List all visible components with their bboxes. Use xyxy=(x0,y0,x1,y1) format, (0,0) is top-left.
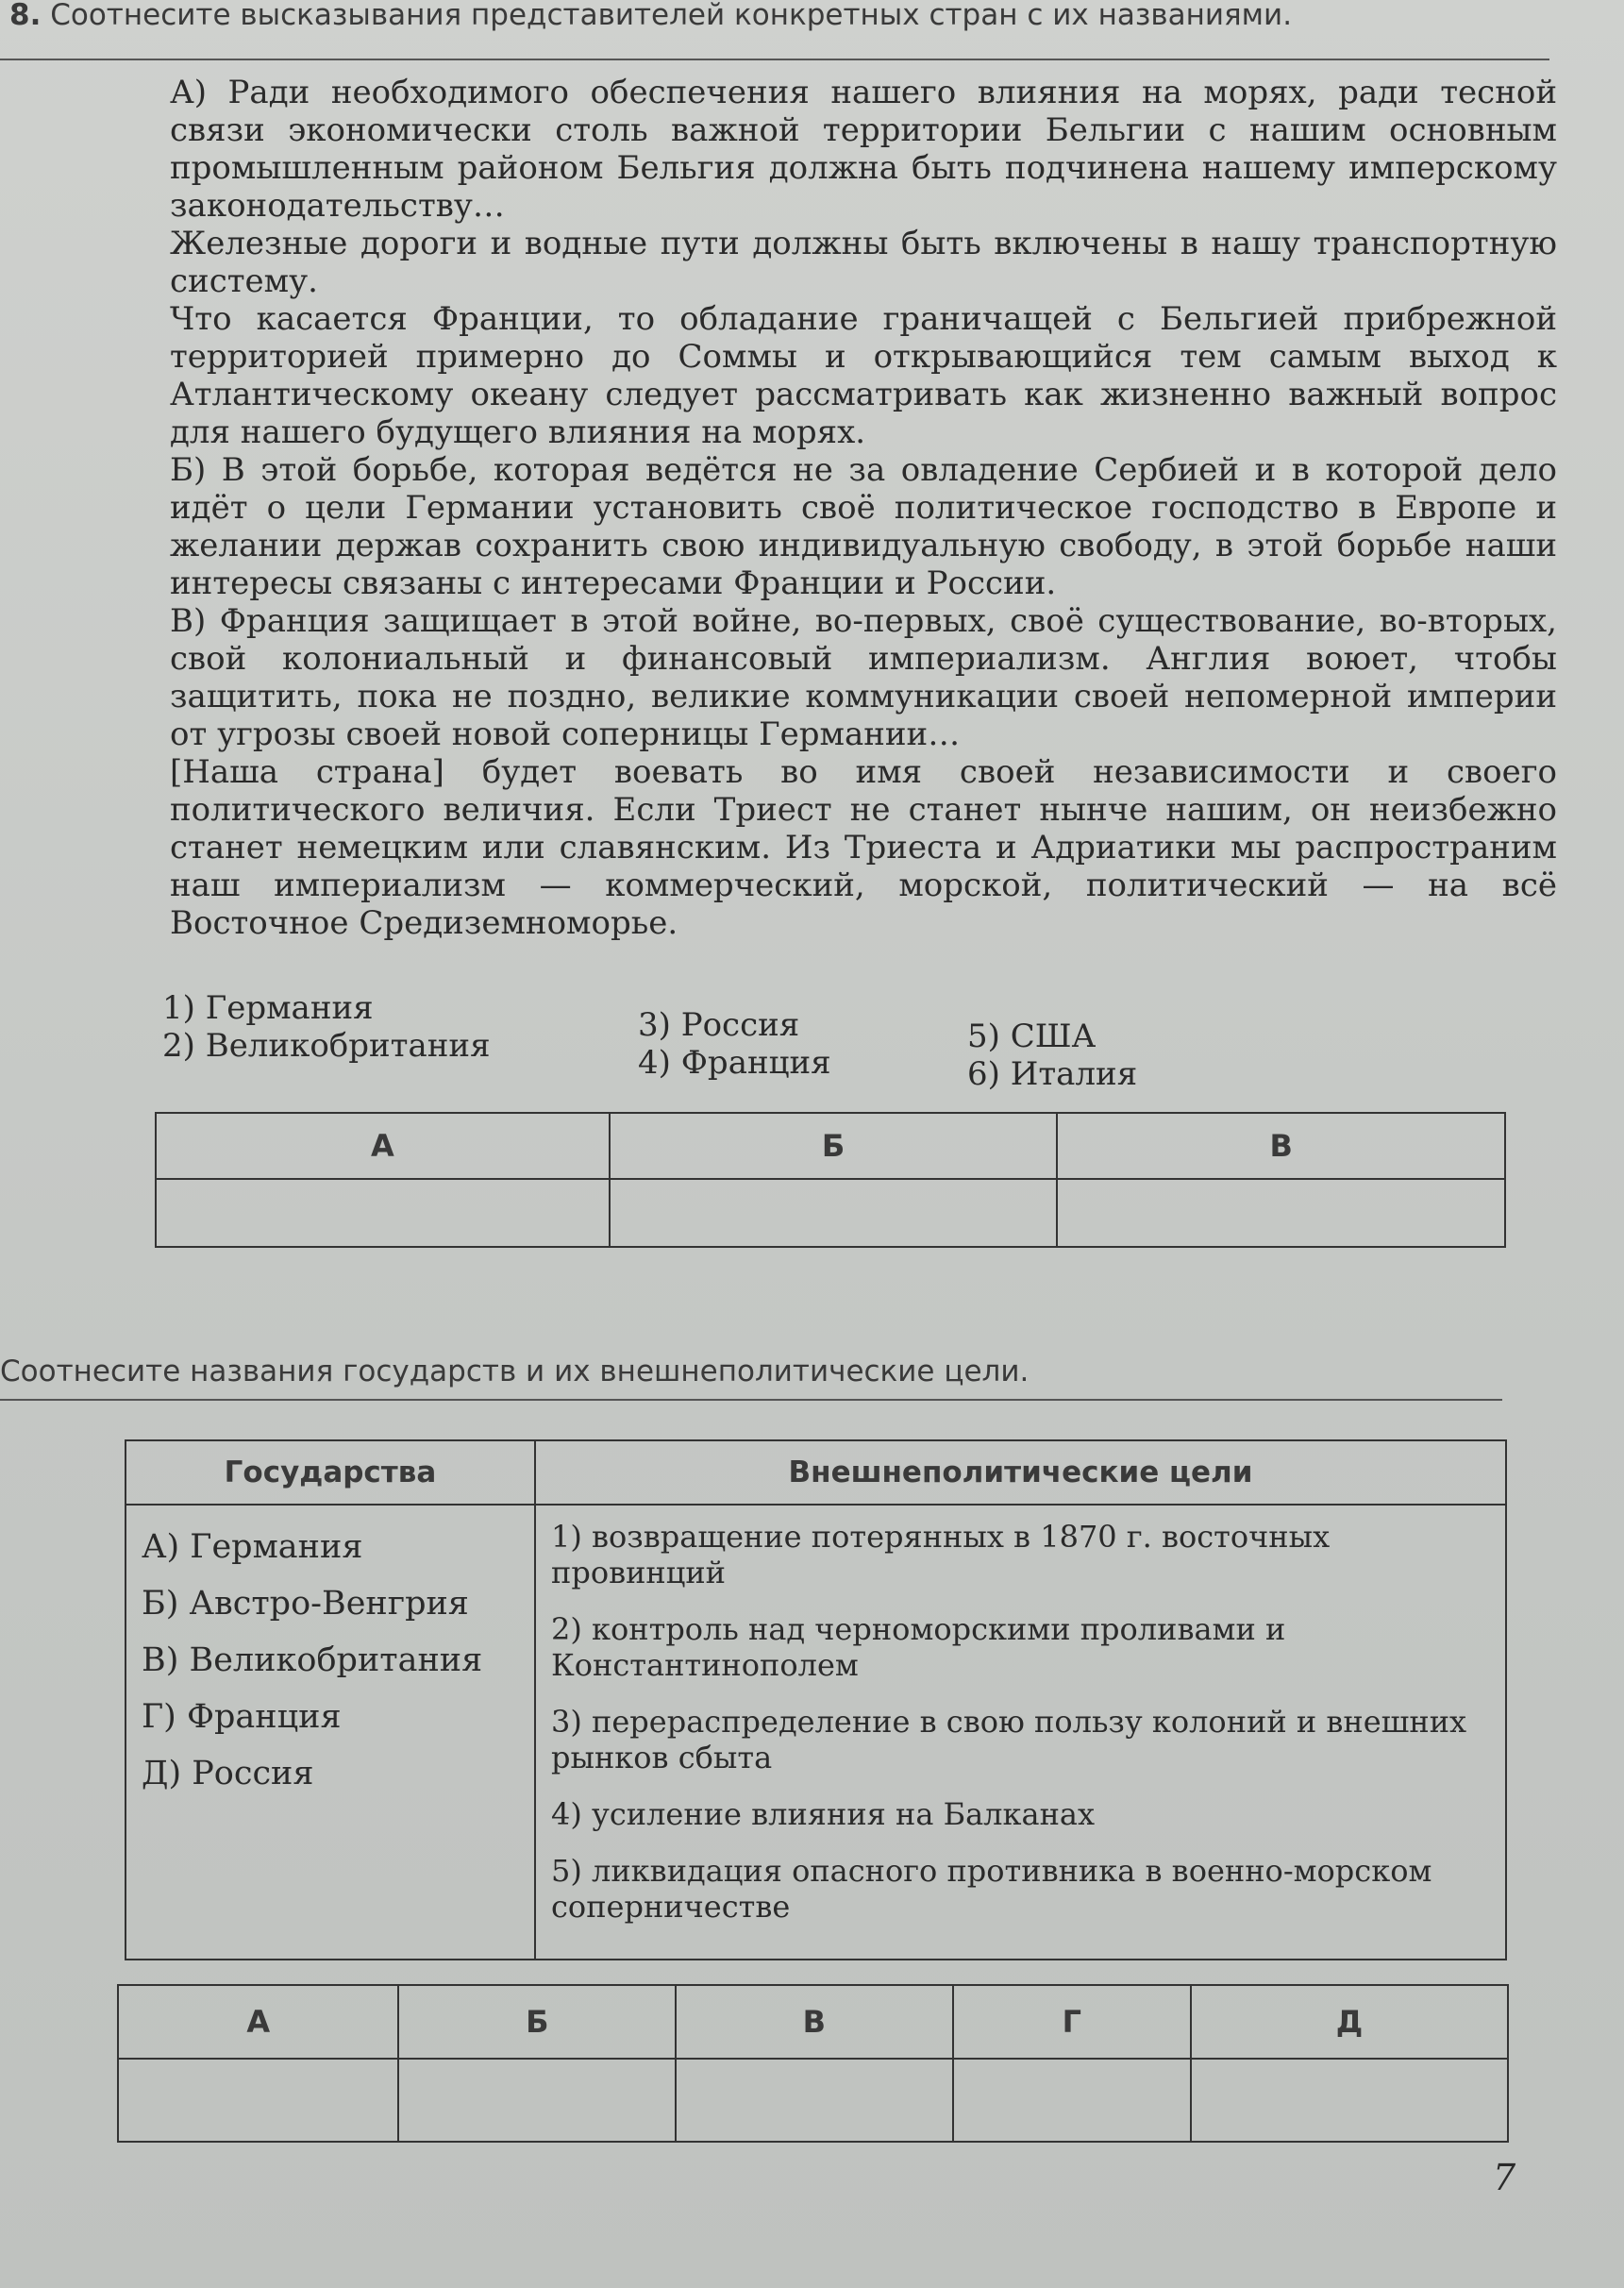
quote-c: В) Франция защищает в этой войне, во-первых, своё существование, во-вторых, свой колониальный и финансовый империализм. Англия воюет, чтобы защитить, пока не поздно, великие коммуникации своей непомерной империи от угрозы своей новой соперницы Германии… xyxy=(170,602,1557,753)
goal-4: 4) усиление влияния на Балканах xyxy=(551,1796,1096,1832)
task9-answer-cell-a[interactable] xyxy=(118,2059,398,2142)
quote-c-part2: [Наша страна] будет воевать во имя своей независимости и своего политического величия. Если Триест не станет нынче нашим, он неизбежно станет немецким или славянским. Из Триеста и Адриатики мы распространим наш империализм — коммерческий, морской, политический — на всё Восточное Средиземноморье. xyxy=(170,753,1557,942)
task9-answer-header-a: А xyxy=(118,1985,398,2059)
quote-a-part1: А) Ради необходимого обеспечения нашего влияния на морях, ради тесной связи экономически столь важной территории Бельгии с нашим основным промышленным районом Бельгия должна быть подчинена нашему имперскому законодательству… xyxy=(170,74,1557,225)
task8-number: 8. xyxy=(9,0,42,32)
task9-answer-table xyxy=(117,1984,1509,2143)
option-5: 5) США xyxy=(967,1018,1097,1055)
task9-goals-table xyxy=(125,1439,1507,1960)
task8-rule xyxy=(0,59,1549,60)
task8-heading xyxy=(9,0,1292,32)
state-c: В) Великобритания xyxy=(142,1641,483,1679)
quote-a-part2: Железные дороги и водные пути должны быть включены в нашу транспортную систему. xyxy=(170,225,1557,300)
task8-answer-header-c: В xyxy=(1057,1113,1505,1179)
task8-answer-table xyxy=(155,1112,1506,1248)
option-3: 3) Россия xyxy=(638,1006,800,1044)
task9-answer-header-b: Б xyxy=(398,1985,676,2059)
task8-title: Соотнесите высказывания представителей конкретных стран с их названиями. xyxy=(50,0,1293,32)
task8-answer-header-b: Б xyxy=(610,1113,1058,1179)
task8-answer-cell-c[interactable] xyxy=(1057,1179,1505,1247)
task9-title: Соотнесите названия государств и их внешнеполитические цели. xyxy=(0,1354,1030,1388)
task9-rule xyxy=(0,1399,1502,1401)
state-a: А) Германия xyxy=(142,1528,363,1566)
task9-answer-cell-d[interactable] xyxy=(953,2059,1191,2142)
task8-quotes xyxy=(170,74,1557,942)
task9-answer-cell-c[interactable] xyxy=(676,2059,953,2142)
task9-answer-cell-b[interactable] xyxy=(398,2059,676,2142)
state-b: Б) Австро-Венгрия xyxy=(142,1585,469,1623)
task9-answer-header-c: В xyxy=(676,1985,953,2059)
goal-5: 5) ликвидация опасного противника в военно-морском соперничестве xyxy=(551,1853,1432,1925)
quote-b: Б) В этой борьбе, которая ведётся не за овладение Сербией и в которой дело идёт о цели Германии установить своё политическое господство в Европе и желании держав сохранить свою индивидуальную свободу, в этой борьбе наши интересы связаны с интересами Франции и России. xyxy=(170,451,1557,602)
options-col-2 xyxy=(638,1006,831,1082)
option-1: 1) Германия xyxy=(162,989,374,1027)
option-4: 4) Франция xyxy=(638,1044,831,1082)
col-header-goals: Внешнеполитические цели xyxy=(535,1440,1506,1505)
task9-answer-header-e: Д xyxy=(1191,1985,1508,2059)
options-col-3 xyxy=(967,1018,1137,1093)
task8-answer-cell-a[interactable] xyxy=(156,1179,610,1247)
task8-answer-cell-b[interactable] xyxy=(610,1179,1058,1247)
page-number: 7 xyxy=(1493,2157,1516,2198)
quote-a-part3: Что касается Франции, то обладание граничащей с Бельгией прибрежной территорией примерно до Соммы и открывающийся тем самым выход к Атлантическому океану следует рассматривать как жизненно важный вопрос для нашего будущего влияния на морях. xyxy=(170,300,1557,451)
goal-3: 3) перераспределение в свою пользу колоний и внешних рынков сбыта xyxy=(551,1704,1467,1775)
task9-answer-cell-e[interactable] xyxy=(1191,2059,1508,2142)
state-e: Д) Россия xyxy=(142,1755,314,1792)
goal-1: 1) возвращение потерянных в 1870 г. восточных провинций xyxy=(551,1519,1331,1590)
option-2: 2) Великобритания xyxy=(162,1027,491,1065)
task9-answer-header-d: Г xyxy=(953,1985,1191,2059)
options-col-1 xyxy=(162,989,491,1065)
goals-cell xyxy=(535,1505,1506,1960)
option-6: 6) Италия xyxy=(967,1055,1138,1093)
states-cell xyxy=(126,1505,535,1960)
task8-answer-header-a: А xyxy=(156,1113,610,1179)
col-header-states: Государства xyxy=(126,1440,535,1505)
goal-2: 2) контроль над черноморскими проливами и Константинополем xyxy=(551,1611,1286,1683)
state-d: Г) Франция xyxy=(142,1698,342,1736)
